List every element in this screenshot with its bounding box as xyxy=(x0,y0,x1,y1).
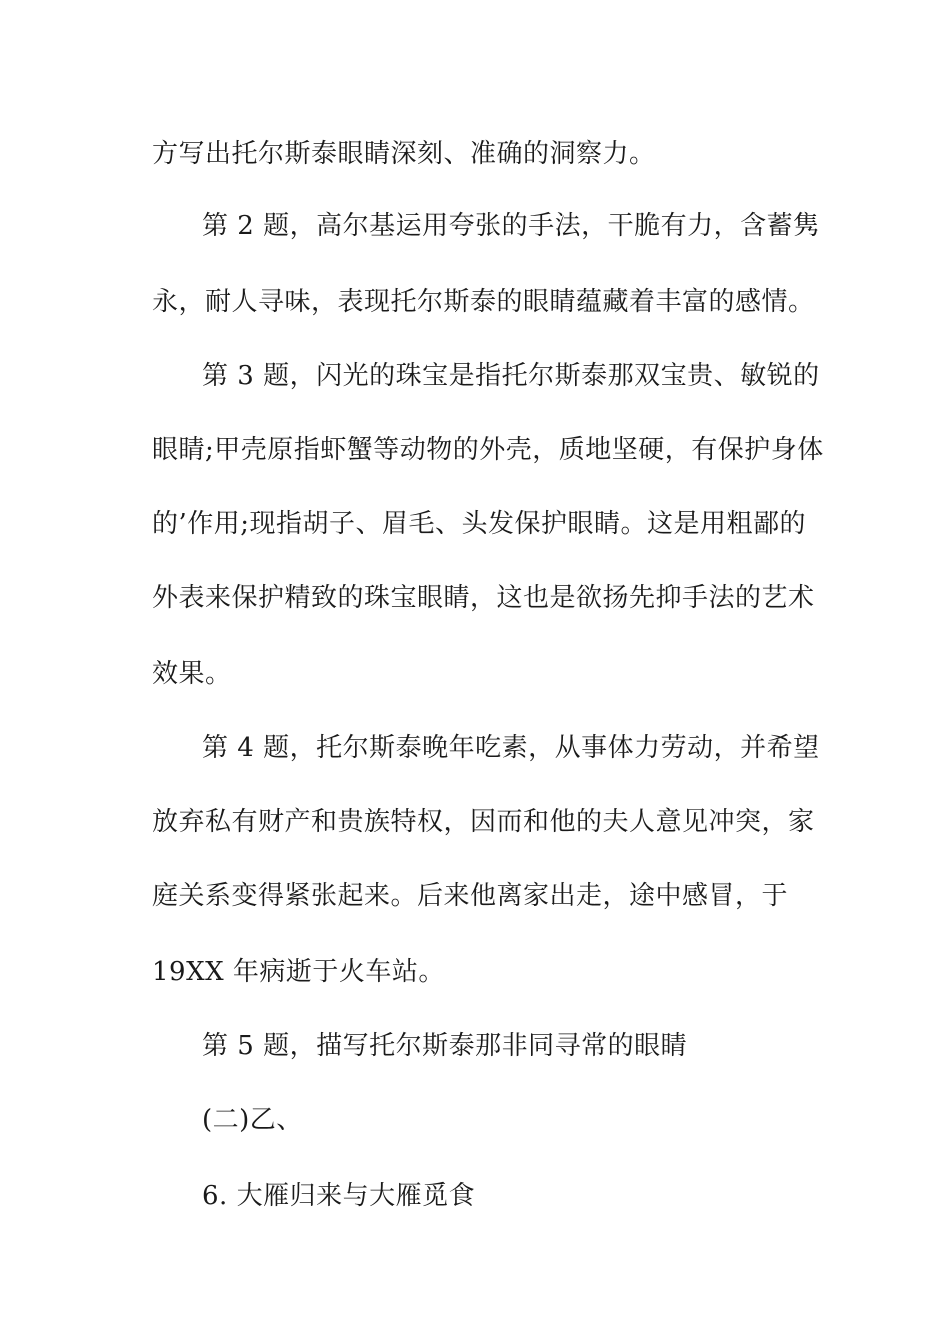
paragraph-start-q4: 第 4 题，托尔斯泰晚年吃素，从事体力劳动，并希望 xyxy=(202,733,820,763)
text-line: 效果。 xyxy=(152,659,232,689)
text-line: 外表来保护精致的珠宝眼睛，这也是欲扬先抑手法的艺术 xyxy=(152,583,815,613)
text-line: 放弃私有财产和贵族特权，因而和他的夫人意见冲突，家 xyxy=(152,807,815,837)
text-line: 眼睛;甲壳原指虾蟹等动物的外壳，质地坚硬，有保护身体 xyxy=(152,435,824,465)
text-line: 庭关系变得紧张起来。后来他离家出走，途中感冒，于 xyxy=(152,881,789,911)
section-title: 6. 大雁归来与大雁觅食 xyxy=(202,1181,476,1211)
text-line: 的’作用;现指胡子、眉毛、头发保护眼睛。这是用粗鄙的 xyxy=(152,509,807,539)
text-line: 19XX 年病逝于火车站。 xyxy=(152,957,445,987)
paragraph-start-q3: 第 3 题，闪光的珠宝是指托尔斯泰那双宝贵、敏锐的 xyxy=(202,361,820,391)
section-heading: (二)乙、 xyxy=(202,1105,303,1135)
text-line: 永，耐人寻味，表现托尔斯泰的眼睛蕴藏着丰富的感情。 xyxy=(152,287,815,317)
text-line: 方写出托尔斯泰眼睛深刻、准确的洞察力。 xyxy=(152,139,656,169)
paragraph-start-q5: 第 5 题，描写托尔斯泰那非同寻常的眼睛 xyxy=(202,1031,688,1061)
paragraph-start-q2: 第 2 题，高尔基运用夸张的手法，干脆有力，含蓄隽 xyxy=(202,211,820,241)
